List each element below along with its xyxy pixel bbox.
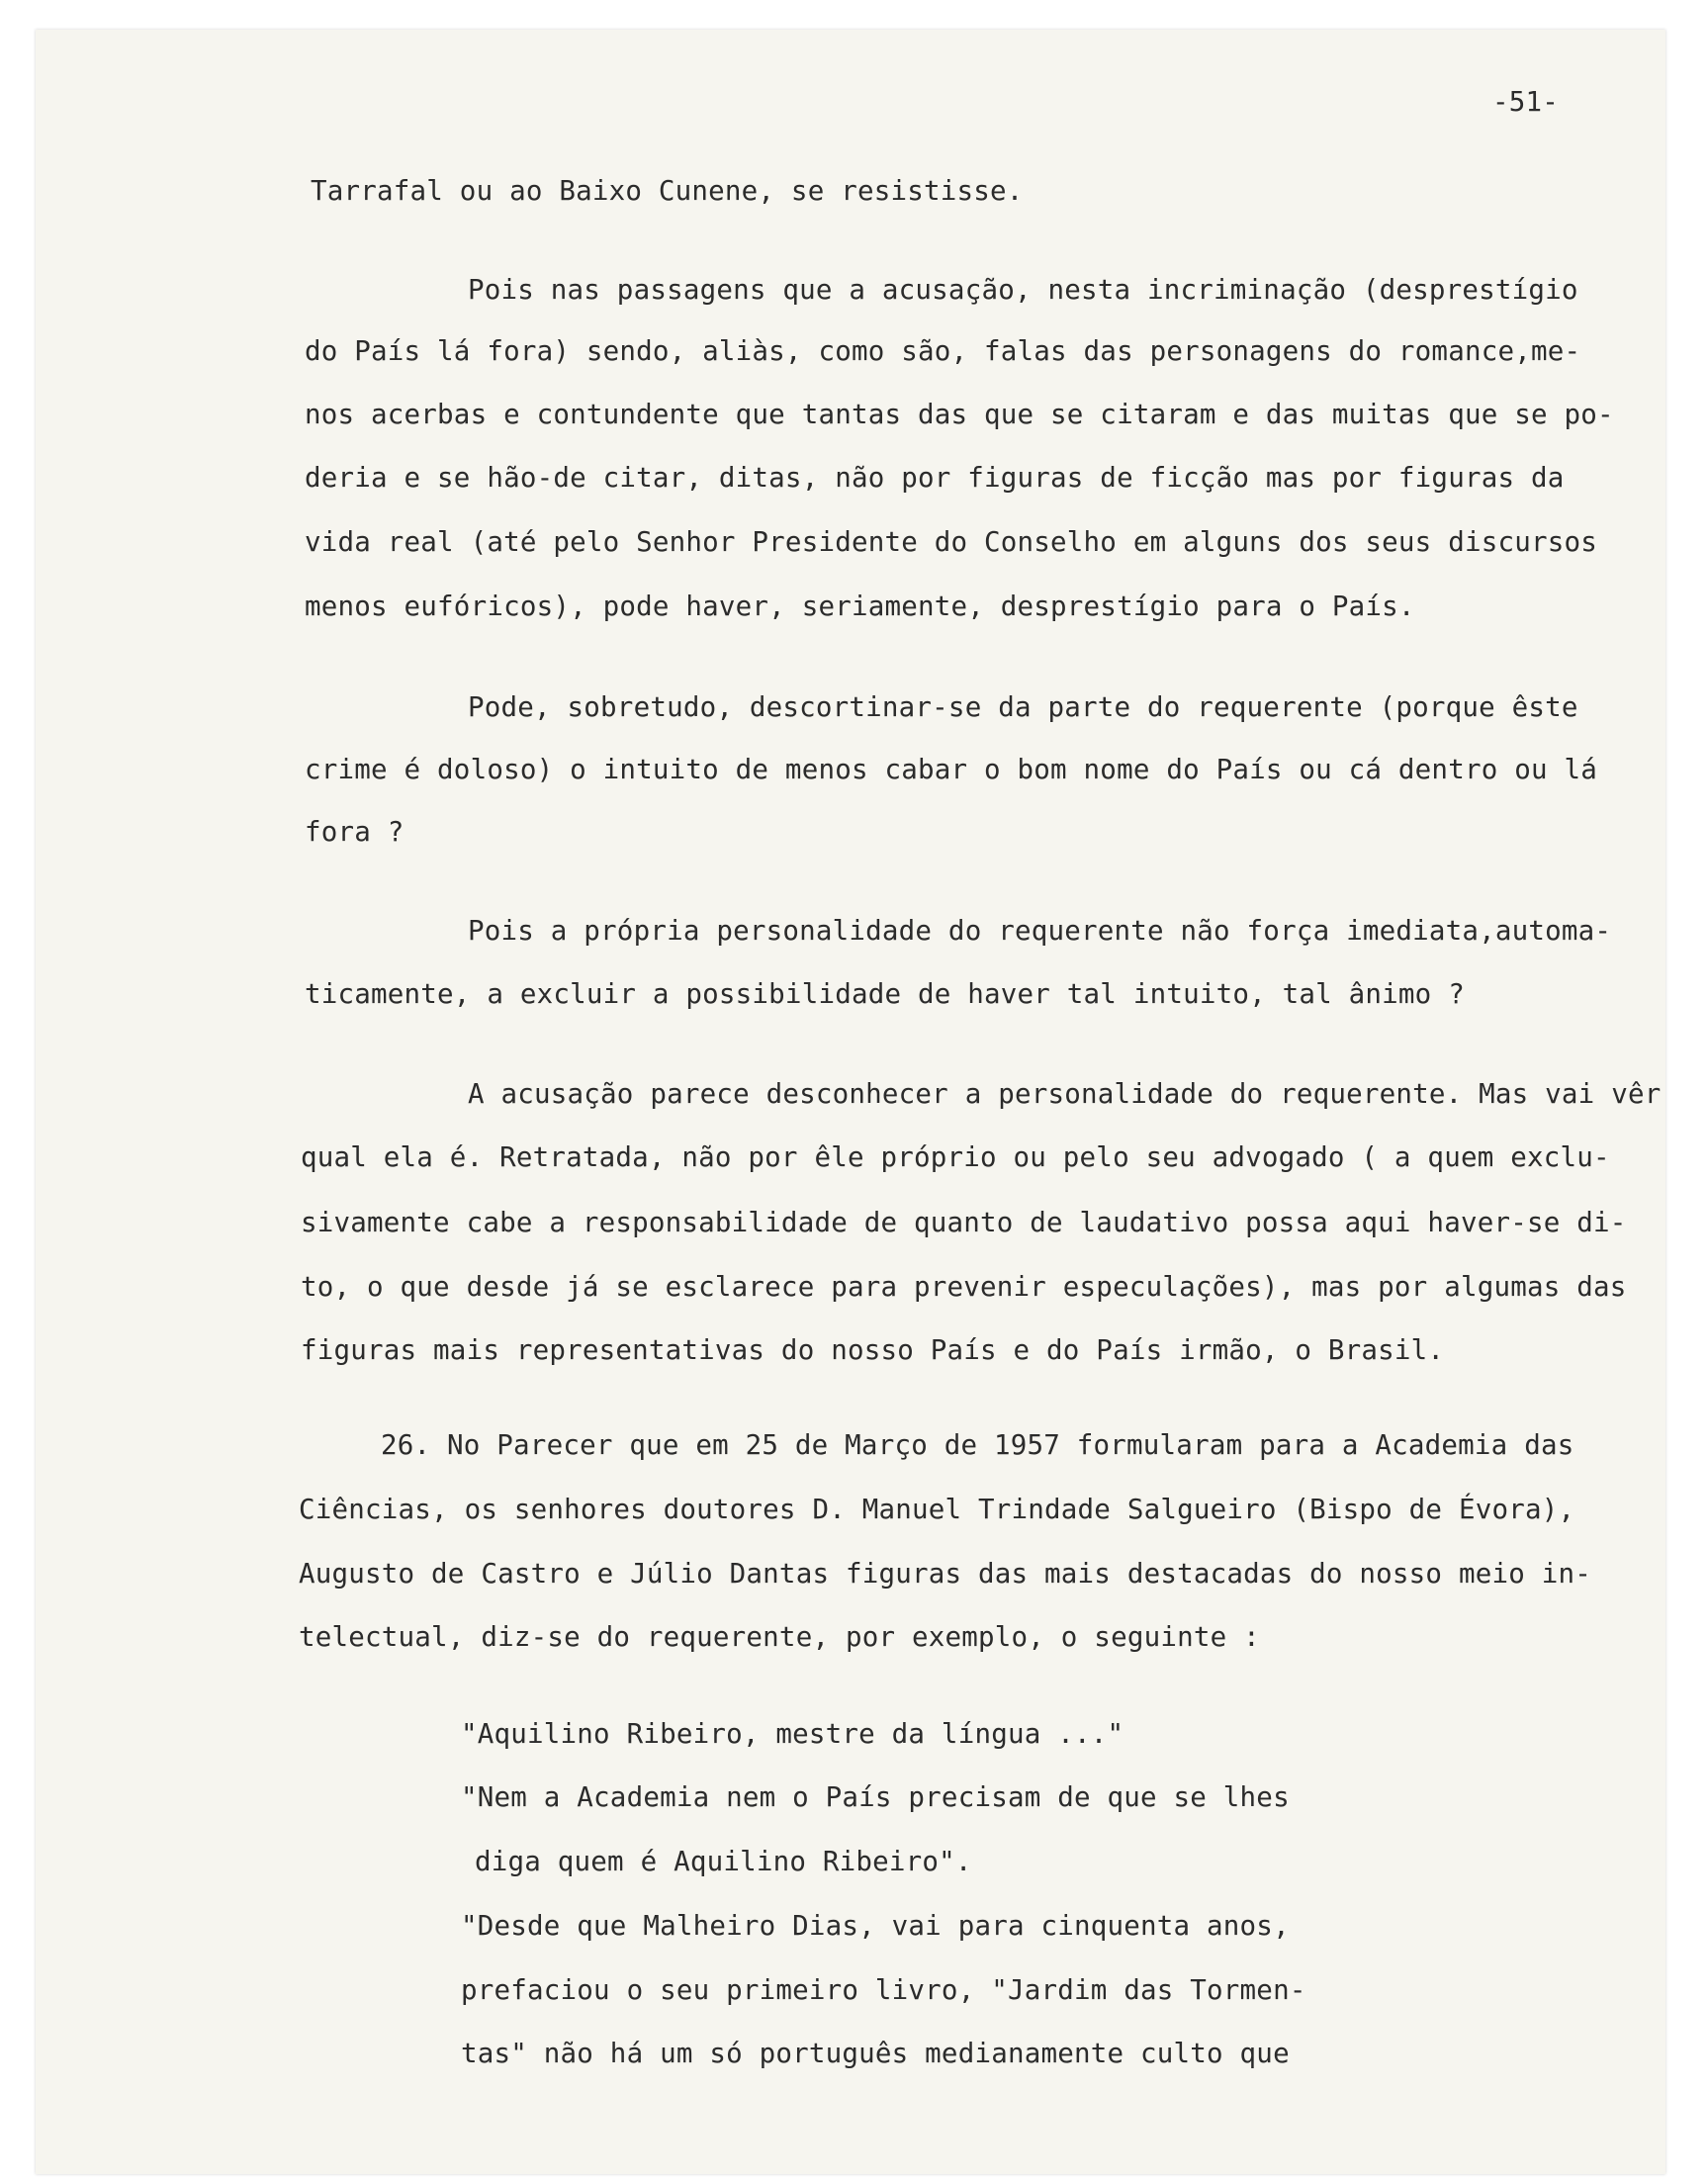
text-line: Tarrafal ou ao Baixo Cunene, se resistisse.	[311, 175, 1024, 207]
text-line: menos eufóricos), pode haver, seriamente, desprestígio para o País.	[305, 591, 1415, 622]
text-line: vida real (até pelo Senhor Presidente do Conselho em alguns dos seus discursos	[305, 526, 1597, 558]
text-line: Pois nas passagens que a acusação, nesta incriminação (desprestígio	[468, 274, 1578, 306]
text-line: Pode, sobretudo, descortinar-se da parte do requerente (porque êste	[468, 691, 1578, 723]
quote-line: "Desde que Malheiro Dias, vai para cinquenta anos,	[461, 1910, 1290, 1942]
text-line: ticamente, a excluir a possibilidade de haver tal intuito, tal ânimo ?	[305, 978, 1465, 1010]
quote-line: prefaciou o seu primeiro livro, "Jardim das Tormen-	[461, 1974, 1306, 2006]
text-line: sivamente cabe a responsabilidade de quanto de laudativo possa aqui haver-se di-	[301, 1207, 1627, 1238]
text-line: Ciências, os senhores doutores D. Manuel Trindade Salgueiro (Bispo de Évora),	[299, 1494, 1575, 1525]
text-line: A acusação parece desconhecer a personalidade do requerente. Mas vai vêr	[468, 1078, 1662, 1110]
typewritten-page	[36, 30, 1665, 2174]
quote-line: tas" não há um só português medianamente culto que	[461, 2038, 1290, 2069]
text-line: Pois a própria personalidade do requerente não força imediata,automa-	[468, 915, 1612, 947]
text-line: nos acerbas e contundente que tantas das que se citaram e das muitas que se po-	[305, 399, 1614, 430]
text-line: do País lá fora) sendo, aliàs, como são, falas das personagens do romance,me-	[305, 335, 1581, 367]
text-line: telectual, diz-se do requerente, por exemplo, o seguinte :	[299, 1621, 1260, 1653]
page-number: -51-	[1491, 86, 1559, 118]
text-line: fora ?	[305, 816, 405, 848]
text-line: qual ela é. Retratada, não por êle próprio ou pelo seu advogado ( a quem exclu-	[301, 1141, 1610, 1173]
text-line: to, o que desde já se esclarece para prevenir especulações), mas por algumas das	[301, 1271, 1627, 1303]
text-line: figuras mais representativas do nosso País e do País irmão, o Brasil.	[301, 1334, 1445, 1366]
text-line: Augusto de Castro e Júlio Dantas figuras das mais destacadas do nosso meio in-	[299, 1558, 1591, 1590]
text-line: crime é doloso) o intuito de menos cabar o bom nome do País ou cá dentro ou lá	[305, 754, 1597, 785]
text-line: deria e se hão-de citar, ditas, não por figuras de ficção mas por figuras da	[305, 462, 1565, 494]
quote-line: "Nem a Academia nem o País precisam de que se lhes	[461, 1781, 1290, 1813]
quote-line: "Aquilino Ribeiro, mestre da língua ..."	[461, 1718, 1124, 1750]
quote-line: diga quem é Aquilino Ribeiro".	[475, 1846, 972, 1877]
text-line: 26. No Parecer que em 25 de Março de 1957 formularam para a Academia das	[381, 1429, 1574, 1461]
page-body	[36, 30, 1665, 2174]
